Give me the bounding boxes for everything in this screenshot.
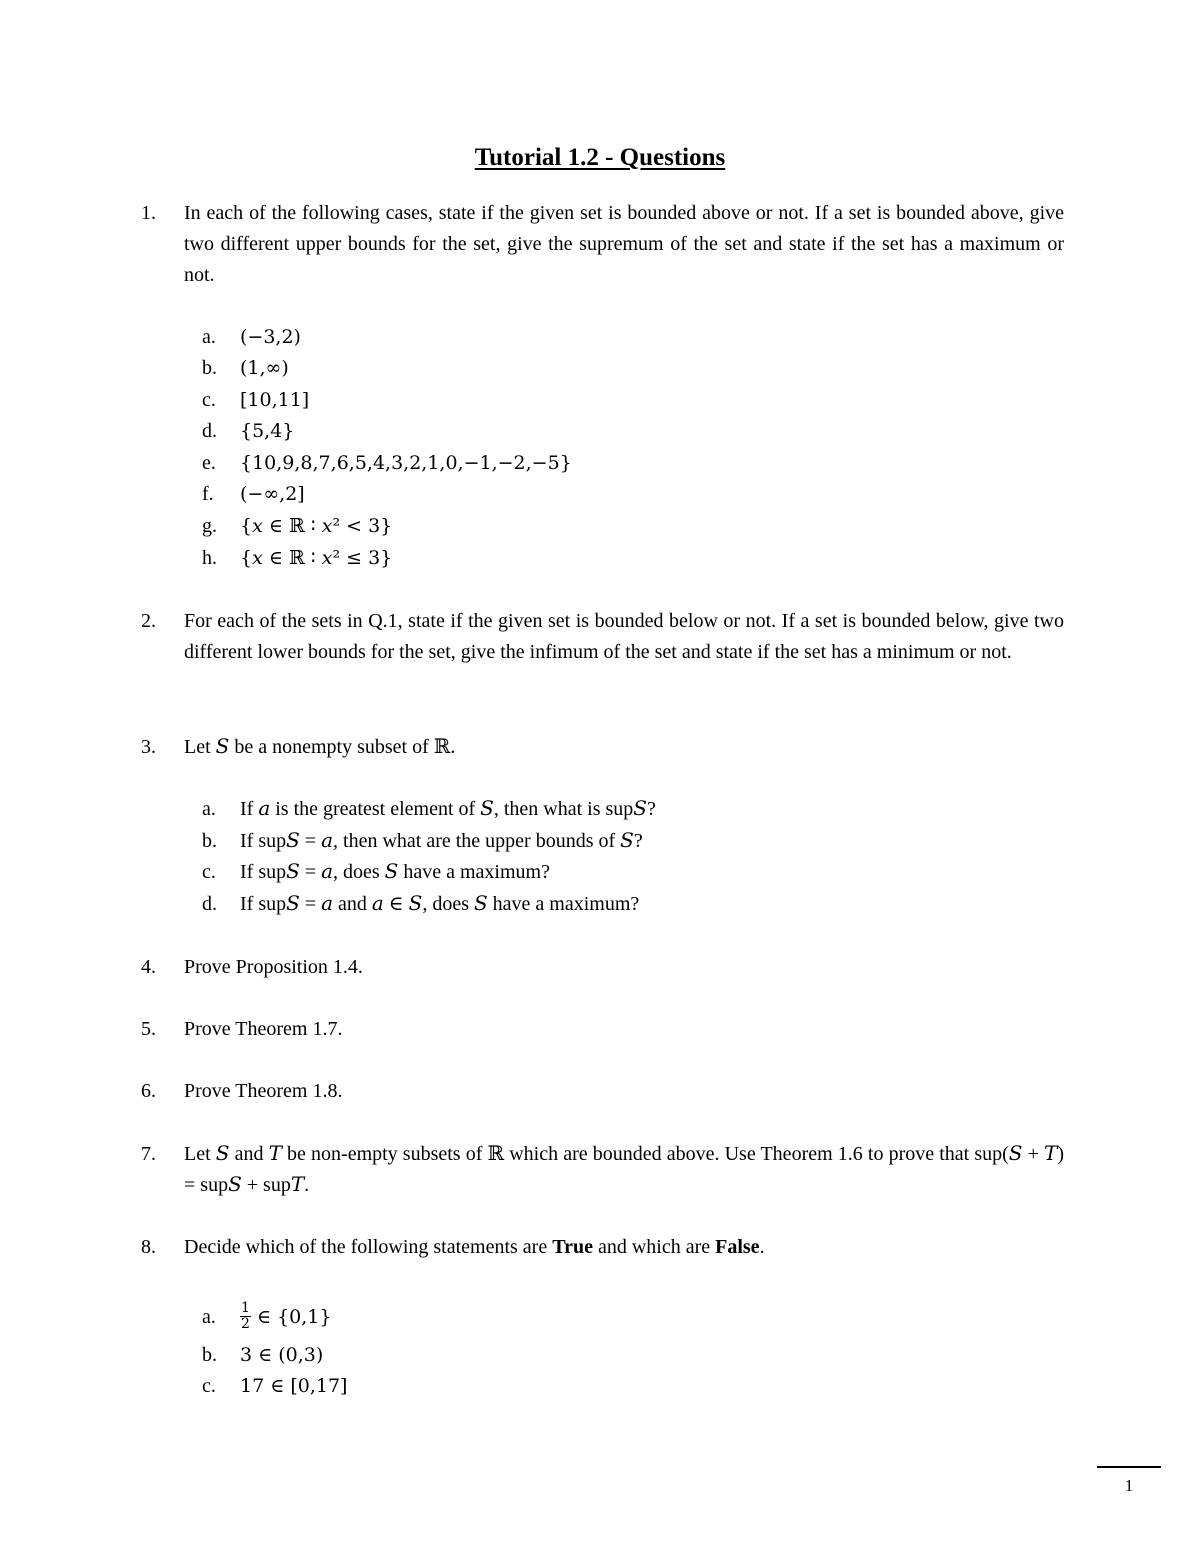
question-text: Prove Theorem 1.8. bbox=[184, 1080, 343, 1102]
item-label: c. bbox=[202, 389, 216, 411]
question-number: 5. bbox=[141, 1018, 156, 1040]
item-label: b. bbox=[202, 830, 217, 852]
question-text: For each of the sets in Q.1, state if the given set is bounded below or not. If a set is bounded below, give two different lower bounds for the set, give the infimum of the set and state if the set has a minimum or not. bbox=[184, 610, 1064, 663]
question-number: 4. bbox=[141, 956, 156, 978]
question-number: 6. bbox=[141, 1080, 156, 1102]
question-text bbox=[184, 1232, 1064, 1263]
item-label: b. bbox=[202, 1344, 217, 1366]
question-text: Let 𝑆 be a nonempty subset of ℝ. bbox=[184, 736, 456, 758]
item-label: a. bbox=[202, 326, 216, 348]
item-expression: (−3,2) bbox=[240, 326, 301, 348]
fraction bbox=[240, 1301, 251, 1332]
question-number: 7. bbox=[141, 1143, 156, 1165]
item-label: c. bbox=[202, 861, 216, 883]
item-text: If sup𝑆 = 𝑎, then what are the upper bounds of 𝑆? bbox=[240, 830, 643, 852]
question-number: 3. bbox=[141, 736, 156, 758]
item-expression: [10,11] bbox=[240, 389, 310, 411]
expression-rest: ∈ {0,1} bbox=[250, 1306, 332, 1328]
item-expression: 3 ∈ (0,3) bbox=[240, 1344, 324, 1366]
item-label: d. bbox=[202, 420, 217, 442]
item-expression: (1,∞) bbox=[240, 357, 289, 379]
footer-rule bbox=[1097, 1466, 1161, 1468]
question-number: 1. bbox=[141, 202, 156, 224]
item-text: If 𝑎 is the greatest element of 𝑆, then what is sup𝑆? bbox=[240, 798, 656, 820]
item-expression bbox=[240, 1299, 332, 1333]
question-text: Prove Theorem 1.7. bbox=[184, 1018, 343, 1040]
item-label: g. bbox=[202, 515, 217, 537]
item-text: If sup𝑆 = 𝑎, does 𝑆 have a maximum? bbox=[240, 861, 550, 883]
question-number: 8. bbox=[141, 1236, 156, 1258]
item-expression: 17 ∈ [0,17] bbox=[240, 1375, 348, 1397]
item-expression: {10,9,8,7,6,5,4,3,2,1,0,−1,−2,−5} bbox=[240, 452, 572, 474]
question-text: In each of the following cases, state if the given set is bounded above or not. If a set is bounded above, give two different upper bounds for the set, give the supremum of the set and state if the set has a maximum or not. bbox=[184, 202, 1064, 286]
item-label: d. bbox=[202, 893, 217, 915]
question-text: Prove Proposition 1.4. bbox=[184, 956, 363, 978]
question-text-part: . bbox=[759, 1236, 765, 1258]
false-keyword: False bbox=[715, 1236, 760, 1258]
question-text: Let 𝑆 and 𝑇 be non-empty subsets of ℝ which are bounded above. Use Theorem 1.6 to prove that sup(𝑆 + 𝑇) = sup𝑆 + sup𝑇. bbox=[184, 1143, 1064, 1196]
item-label: a. bbox=[202, 1306, 216, 1328]
fraction-denominator: 2 bbox=[241, 1315, 250, 1332]
question-number: 2. bbox=[141, 610, 156, 632]
item-label: c. bbox=[202, 1375, 216, 1397]
true-keyword: True bbox=[552, 1236, 593, 1258]
item-expression: {5,4} bbox=[240, 420, 295, 442]
question-text-part: and which are bbox=[592, 1236, 716, 1258]
page-number: 1 bbox=[1124, 1476, 1134, 1495]
item-label: f. bbox=[202, 483, 214, 505]
item-label: h. bbox=[202, 547, 217, 569]
item-expression: {𝑥 ∈ ℝ ∶ 𝑥² ≤ 3} bbox=[240, 547, 393, 569]
item-label: b. bbox=[202, 357, 217, 379]
page-title: Tutorial 1.2 - Questions bbox=[474, 144, 726, 171]
fraction-numerator: 1 bbox=[241, 1299, 250, 1316]
item-label: e. bbox=[202, 452, 216, 474]
item-label: a. bbox=[202, 798, 216, 820]
item-expression: (−∞,2] bbox=[240, 483, 305, 505]
item-expression: {𝑥 ∈ ℝ ∶ 𝑥² < 3} bbox=[240, 515, 393, 537]
question-text-part: Decide which of the following statements are bbox=[184, 1236, 553, 1258]
item-text: If sup𝑆 = 𝑎 and 𝑎 ∈ 𝑆, does 𝑆 have a maximum? bbox=[240, 893, 640, 915]
